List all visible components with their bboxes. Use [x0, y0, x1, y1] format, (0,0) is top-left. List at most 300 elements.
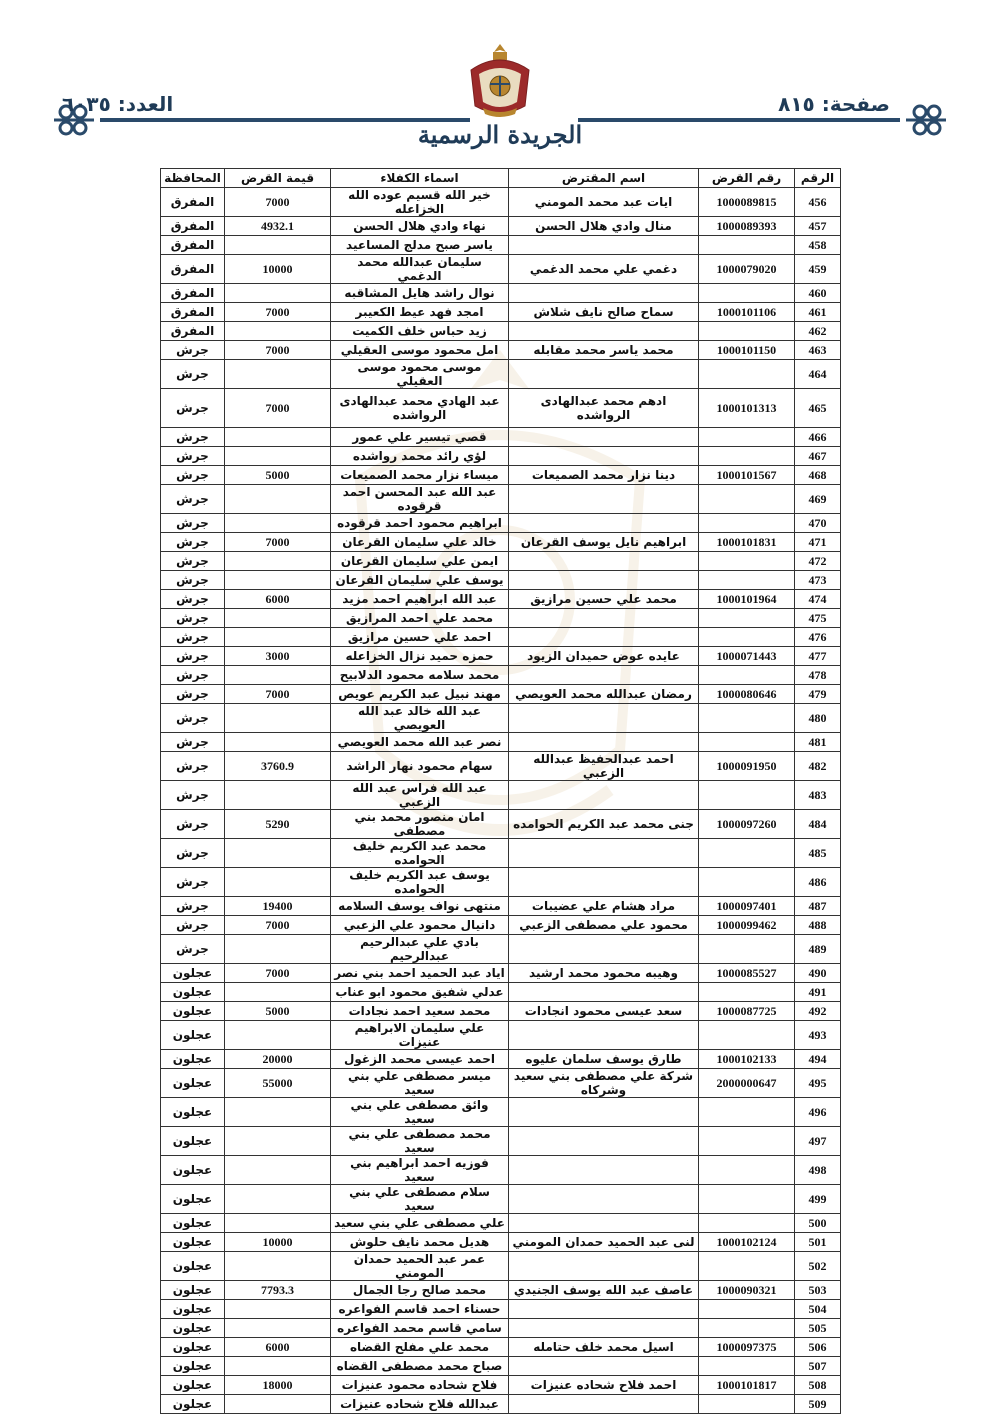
table-row [161, 389, 841, 428]
guarantor-name: عمر عبد الحميد حمدان المومني [331, 1252, 509, 1281]
table-row [161, 255, 841, 284]
borrower-name: محمود علي مصطفى الزعبي [509, 916, 699, 935]
loan-number [699, 609, 795, 628]
borrower-name [509, 284, 699, 303]
guarantor-name: بادي علي عبدالرحيم عبدالرحيم [331, 935, 509, 964]
guarantor-name: محمد علي مفلح القضاه [331, 1338, 509, 1357]
loan-number: 1000099462 [699, 916, 795, 935]
guarantor-name: حمزه حميد نزال الخزاعله [331, 647, 509, 666]
loan-number [699, 1156, 795, 1185]
governorate: جرش [161, 389, 225, 428]
loan-number [699, 1319, 795, 1338]
loan-number [699, 514, 795, 533]
row-number: 462 [795, 322, 841, 341]
borrower-name [509, 1098, 699, 1127]
column-header-borrower: اسم المقترض [509, 169, 699, 188]
row-number: 477 [795, 647, 841, 666]
row-number: 463 [795, 341, 841, 360]
borrower-name [509, 1357, 699, 1376]
governorate: جرش [161, 733, 225, 752]
governorate: جرش [161, 533, 225, 552]
loan-value: 7000 [225, 916, 331, 935]
row-number: 470 [795, 514, 841, 533]
table-row [161, 733, 841, 752]
governorate: المفرق [161, 236, 225, 255]
row-number: 474 [795, 590, 841, 609]
borrower-name [509, 1300, 699, 1319]
loan-number [699, 704, 795, 733]
table-row [161, 666, 841, 685]
table-row [161, 810, 841, 839]
table-row [161, 1319, 841, 1338]
governorate: عجلون [161, 1050, 225, 1069]
governorate: عجلون [161, 1002, 225, 1021]
row-number: 489 [795, 935, 841, 964]
loan-number [699, 360, 795, 389]
loan-value [225, 666, 331, 685]
borrower-name [509, 1127, 699, 1156]
borrower-name [509, 1319, 699, 1338]
page-header [0, 0, 1000, 165]
row-number: 497 [795, 1127, 841, 1156]
table-row [161, 1002, 841, 1021]
governorate: جرش [161, 571, 225, 590]
loan-value: 3000 [225, 647, 331, 666]
row-number: 475 [795, 609, 841, 628]
column-header-loan-number: رقم القرض [699, 169, 795, 188]
governorate: جرش [161, 514, 225, 533]
borrower-name [509, 609, 699, 628]
governorate: عجلون [161, 983, 225, 1002]
row-number: 459 [795, 255, 841, 284]
table-row [161, 1098, 841, 1127]
borrower-name: وهيبه محمود محمد ارشيد [509, 964, 699, 983]
borrower-name: جنى محمد عبد الكريم الحوامده [509, 810, 699, 839]
row-number: 496 [795, 1098, 841, 1127]
row-number: 482 [795, 752, 841, 781]
table-row [161, 485, 841, 514]
borrower-name [509, 839, 699, 868]
borrower-name [509, 485, 699, 514]
table-row [161, 590, 841, 609]
loan-number [699, 1252, 795, 1281]
governorate: جرش [161, 609, 225, 628]
loan-number [699, 1357, 795, 1376]
loans-table [160, 168, 841, 1414]
loan-number: 1000097260 [699, 810, 795, 839]
loan-number: 1000101964 [699, 590, 795, 609]
governorate: جرش [161, 447, 225, 466]
row-number: 476 [795, 628, 841, 647]
guarantor-name: مهند نبيل عبد الكريم عويص [331, 685, 509, 704]
governorate: عجلون [161, 1214, 225, 1233]
loan-number [699, 1098, 795, 1127]
borrower-name: سماح صالح نايف شلاش [509, 303, 699, 322]
governorate: جرش [161, 590, 225, 609]
governorate: جرش [161, 839, 225, 868]
loan-number [699, 485, 795, 514]
row-number: 495 [795, 1069, 841, 1098]
loan-value [225, 571, 331, 590]
column-header-loan-value: قيمة القرض [225, 169, 331, 188]
governorate: جرش [161, 935, 225, 964]
guarantor-name: منتهى نواف يوسف السلامه [331, 897, 509, 916]
guarantor-name: ميسر مصطفى علي بني سعيد [331, 1069, 509, 1098]
loan-value: 19400 [225, 897, 331, 916]
borrower-name: ادهم محمد عبدالهادى الرواشده [509, 389, 699, 428]
guarantor-name: ياسر صبح مدلج المساعيد [331, 236, 509, 255]
loan-value [225, 447, 331, 466]
borrower-name [509, 552, 699, 571]
table-row [161, 628, 841, 647]
borrower-name: احمد عبدالحفيظ عبدالله الزعبي [509, 752, 699, 781]
guarantor-name: محمد علي احمد المرازيق [331, 609, 509, 628]
governorate: عجلون [161, 1319, 225, 1338]
guarantor-name: خالد علي سليمان القرعان [331, 533, 509, 552]
guarantor-name: خير الله قسيم عوده الله الخزاعله [331, 188, 509, 217]
row-number: 507 [795, 1357, 841, 1376]
table-row [161, 284, 841, 303]
row-number: 481 [795, 733, 841, 752]
row-number: 468 [795, 466, 841, 485]
guarantor-name: قصي تيسير علي عمور [331, 428, 509, 447]
loan-number [699, 628, 795, 647]
loan-number [699, 236, 795, 255]
governorate: عجلون [161, 1021, 225, 1050]
table-row [161, 1300, 841, 1319]
governorate: عجلون [161, 1395, 225, 1414]
loan-value [225, 236, 331, 255]
table-row [161, 1127, 841, 1156]
loan-number [699, 1300, 795, 1319]
borrower-name: طارق يوسف سلمان عليوه [509, 1050, 699, 1069]
loan-value [225, 868, 331, 897]
loan-value [225, 1395, 331, 1414]
loan-value [225, 839, 331, 868]
row-number: 509 [795, 1395, 841, 1414]
guarantor-name: سلام مصطفى علي بني سعيد [331, 1185, 509, 1214]
table-row [161, 428, 841, 447]
table-row [161, 1376, 841, 1395]
issue-number: العدد: ٦٠٣٥ [62, 92, 174, 116]
guarantor-name: امل محمود موسى العقيلي [331, 341, 509, 360]
guarantor-name: دانيال محمود علي الزعبي [331, 916, 509, 935]
table-row [161, 1021, 841, 1050]
loan-value [225, 1357, 331, 1376]
guarantor-name: نهاء وادي هلال الحسن [331, 217, 509, 236]
table-row [161, 1338, 841, 1357]
borrower-name [509, 1185, 699, 1214]
table-row [161, 341, 841, 360]
guarantor-name: وائق مصطفى علي بني سعيد [331, 1098, 509, 1127]
loan-number [699, 1185, 795, 1214]
governorate: عجلون [161, 1252, 225, 1281]
loan-value: 7000 [225, 964, 331, 983]
borrower-name: مراد هشام علي عضيبات [509, 897, 699, 916]
row-number: 502 [795, 1252, 841, 1281]
loan-value: 3760.9 [225, 752, 331, 781]
governorate: جرش [161, 810, 225, 839]
loan-value [225, 1185, 331, 1214]
loan-value [225, 1300, 331, 1319]
row-number: 498 [795, 1156, 841, 1185]
table-body [161, 188, 841, 1414]
guarantor-name: صباح محمد مصطفى القضاه [331, 1357, 509, 1376]
loan-value [225, 609, 331, 628]
governorate: جرش [161, 685, 225, 704]
borrower-name [509, 704, 699, 733]
row-number: 457 [795, 217, 841, 236]
row-number: 480 [795, 704, 841, 733]
governorate: عجلون [161, 1338, 225, 1357]
loan-number [699, 447, 795, 466]
row-number: 488 [795, 916, 841, 935]
table-row [161, 236, 841, 255]
column-header-number: الرقم [795, 169, 841, 188]
loan-value: 7000 [225, 685, 331, 704]
governorate: عجلون [161, 1281, 225, 1300]
governorate: عجلون [161, 964, 225, 983]
table-row [161, 466, 841, 485]
guarantor-name: علي سليمان الابراهيم عنيزات [331, 1021, 509, 1050]
loan-number: 1000101817 [699, 1376, 795, 1395]
borrower-name: عاصف عبد الله يوسف الجنيدي [509, 1281, 699, 1300]
guarantor-name: ايمن علي سليمان القرعان [331, 552, 509, 571]
table-row [161, 188, 841, 217]
borrower-name [509, 322, 699, 341]
guarantor-name: عبد الله فراس عبد الله الزعبي [331, 781, 509, 810]
loan-value: 18000 [225, 1376, 331, 1395]
table-row [161, 1156, 841, 1185]
table-row [161, 839, 841, 868]
guarantor-name: محمد سعيد احمد نجادات [331, 1002, 509, 1021]
loan-number: 1000101831 [699, 533, 795, 552]
loan-value [225, 1098, 331, 1127]
borrower-name: دغمي علي محمد الدغمي [509, 255, 699, 284]
page-number: صفحة: ٨١٥ [778, 92, 890, 116]
borrower-name [509, 868, 699, 897]
loan-value: 5000 [225, 1002, 331, 1021]
loan-number [699, 868, 795, 897]
row-number: 478 [795, 666, 841, 685]
guarantor-name: عبد الله ابراهيم احمد مزيد [331, 590, 509, 609]
guarantor-name: احمد عيسى محمد الزغول [331, 1050, 509, 1069]
governorate: جرش [161, 916, 225, 935]
loan-value: 7000 [225, 533, 331, 552]
loan-value: 10000 [225, 255, 331, 284]
borrower-name [509, 571, 699, 590]
row-number: 494 [795, 1050, 841, 1069]
guarantor-name: موسى محمود موسى العقيلي [331, 360, 509, 389]
coat-of-arms-icon [465, 40, 535, 122]
row-number: 504 [795, 1300, 841, 1319]
loan-number [699, 1214, 795, 1233]
borrower-name [509, 1214, 699, 1233]
borrower-name: شركة علي مصطفى بني سعيد وشركاه [509, 1069, 699, 1098]
loan-value [225, 284, 331, 303]
loan-number [699, 1395, 795, 1414]
loan-number [699, 1127, 795, 1156]
governorate: جرش [161, 341, 225, 360]
guarantor-name: فلاح شحاده محمود عنيزات [331, 1376, 509, 1395]
row-number: 487 [795, 897, 841, 916]
row-number: 501 [795, 1233, 841, 1252]
table-row [161, 1050, 841, 1069]
governorate: جرش [161, 781, 225, 810]
governorate: عجلون [161, 1098, 225, 1127]
guarantor-name: امان منصور محمد بني مصطفى [331, 810, 509, 839]
row-number: 464 [795, 360, 841, 389]
governorate: المفرق [161, 322, 225, 341]
governorate: جرش [161, 666, 225, 685]
column-header-governorate: المحافظة [161, 169, 225, 188]
table-row [161, 647, 841, 666]
row-number: 466 [795, 428, 841, 447]
borrower-name [509, 236, 699, 255]
loan-value: 4932.1 [225, 217, 331, 236]
guarantor-name: عبد الهادي محمد عبدالهادى الرواشده [331, 389, 509, 428]
governorate: المفرق [161, 303, 225, 322]
guarantor-name: احمد علي حسين مرازيق [331, 628, 509, 647]
loan-value [225, 360, 331, 389]
table-row [161, 983, 841, 1002]
borrower-name [509, 514, 699, 533]
governorate: المفرق [161, 217, 225, 236]
loan-value: 55000 [225, 1069, 331, 1098]
guarantor-name: يوسف عبد الكريم خليف الحوامده [331, 868, 509, 897]
guarantor-name: لؤي رائد محمد رواشده [331, 447, 509, 466]
row-number: 465 [795, 389, 841, 428]
governorate: جرش [161, 628, 225, 647]
row-number: 486 [795, 868, 841, 897]
table-row [161, 322, 841, 341]
loan-value [225, 552, 331, 571]
loan-value [225, 322, 331, 341]
loan-value [225, 1214, 331, 1233]
row-number: 493 [795, 1021, 841, 1050]
table-row [161, 552, 841, 571]
borrower-name [509, 1395, 699, 1414]
row-number: 461 [795, 303, 841, 322]
loan-value: 10000 [225, 1233, 331, 1252]
row-number: 508 [795, 1376, 841, 1395]
loan-number: 1000097401 [699, 897, 795, 916]
table-row [161, 1281, 841, 1300]
borrower-name: رمضان عبدالله محمد العويصي [509, 685, 699, 704]
governorate: المفرق [161, 188, 225, 217]
governorate: عجلون [161, 1069, 225, 1098]
row-number: 479 [795, 685, 841, 704]
loan-value [225, 514, 331, 533]
guarantor-name: يوسف علي سليمان القرعان [331, 571, 509, 590]
loan-number: 1000071443 [699, 647, 795, 666]
row-number: 485 [795, 839, 841, 868]
borrower-name [509, 1021, 699, 1050]
governorate: عجلون [161, 1233, 225, 1252]
governorate: المفرق [161, 255, 225, 284]
borrower-name: محمد علي حسين مرازيق [509, 590, 699, 609]
loan-number: 1000079020 [699, 255, 795, 284]
loan-value [225, 1319, 331, 1338]
guarantor-name: عبد الله خالد عبد الله العويصي [331, 704, 509, 733]
borrower-name [509, 447, 699, 466]
borrower-name: منال وادي هلال الحسن [509, 217, 699, 236]
loan-number: 1000101106 [699, 303, 795, 322]
guarantor-name: فوزيه احمد ابراهيم بني سعيد [331, 1156, 509, 1185]
guarantor-name: عدلي شفيق محمود ابو عناب [331, 983, 509, 1002]
loan-number [699, 666, 795, 685]
governorate: جرش [161, 897, 225, 916]
guarantor-name: علي مصطفى علي بني سعيد [331, 1214, 509, 1233]
governorate: جرش [161, 360, 225, 389]
row-number: 471 [795, 533, 841, 552]
governorate: جرش [161, 752, 225, 781]
table-row [161, 1214, 841, 1233]
row-number: 460 [795, 284, 841, 303]
row-number: 484 [795, 810, 841, 839]
row-number: 467 [795, 447, 841, 466]
governorate: عجلون [161, 1156, 225, 1185]
loan-number [699, 733, 795, 752]
guarantor-name: محمد سلامه محمود الدلابيح [331, 666, 509, 685]
guarantor-name: سهام محمود نهار الراشد [331, 752, 509, 781]
table-row [161, 609, 841, 628]
governorate: المفرق [161, 284, 225, 303]
table-row [161, 704, 841, 733]
borrower-name [509, 935, 699, 964]
loan-value [225, 628, 331, 647]
borrower-name: سعد عيسى محمود انجادات [509, 1002, 699, 1021]
loan-value [225, 1127, 331, 1156]
loan-number: 1000101313 [699, 389, 795, 428]
guarantor-name: امجد فهد عيط الكعيبر [331, 303, 509, 322]
guarantor-name: اياد عبد الحميد احمد بني نصر [331, 964, 509, 983]
borrower-name [509, 733, 699, 752]
loan-number [699, 552, 795, 571]
guarantor-name: نصر عبد الله محمد العويصي [331, 733, 509, 752]
row-number: 473 [795, 571, 841, 590]
table-row [161, 752, 841, 781]
table-row [161, 868, 841, 897]
table-row [161, 1233, 841, 1252]
table-row [161, 217, 841, 236]
loan-number [699, 839, 795, 868]
table-row [161, 571, 841, 590]
guarantor-name: محمد مصطفى علي بني سعيد [331, 1127, 509, 1156]
loan-value: 5000 [225, 466, 331, 485]
loan-value: 7793.3 [225, 1281, 331, 1300]
guarantor-name: زيد حباس خلف الكميت [331, 322, 509, 341]
loan-value [225, 485, 331, 514]
table-row [161, 533, 841, 552]
loan-value: 7000 [225, 303, 331, 322]
loan-number [699, 571, 795, 590]
table-row [161, 303, 841, 322]
table-row [161, 360, 841, 389]
loan-number [699, 781, 795, 810]
governorate: جرش [161, 704, 225, 733]
governorate: عجلون [161, 1300, 225, 1319]
row-number: 483 [795, 781, 841, 810]
table-row [161, 964, 841, 983]
borrower-name: محمد ياسر محمد مقابله [509, 341, 699, 360]
loan-value [225, 781, 331, 810]
borrower-name [509, 628, 699, 647]
governorate: جرش [161, 466, 225, 485]
guarantor-name: محمد صالح رجا الجمال [331, 1281, 509, 1300]
guarantor-name: هديل محمد نايف حلوش [331, 1233, 509, 1252]
borrower-name: دينا نزار محمد الصميعات [509, 466, 699, 485]
